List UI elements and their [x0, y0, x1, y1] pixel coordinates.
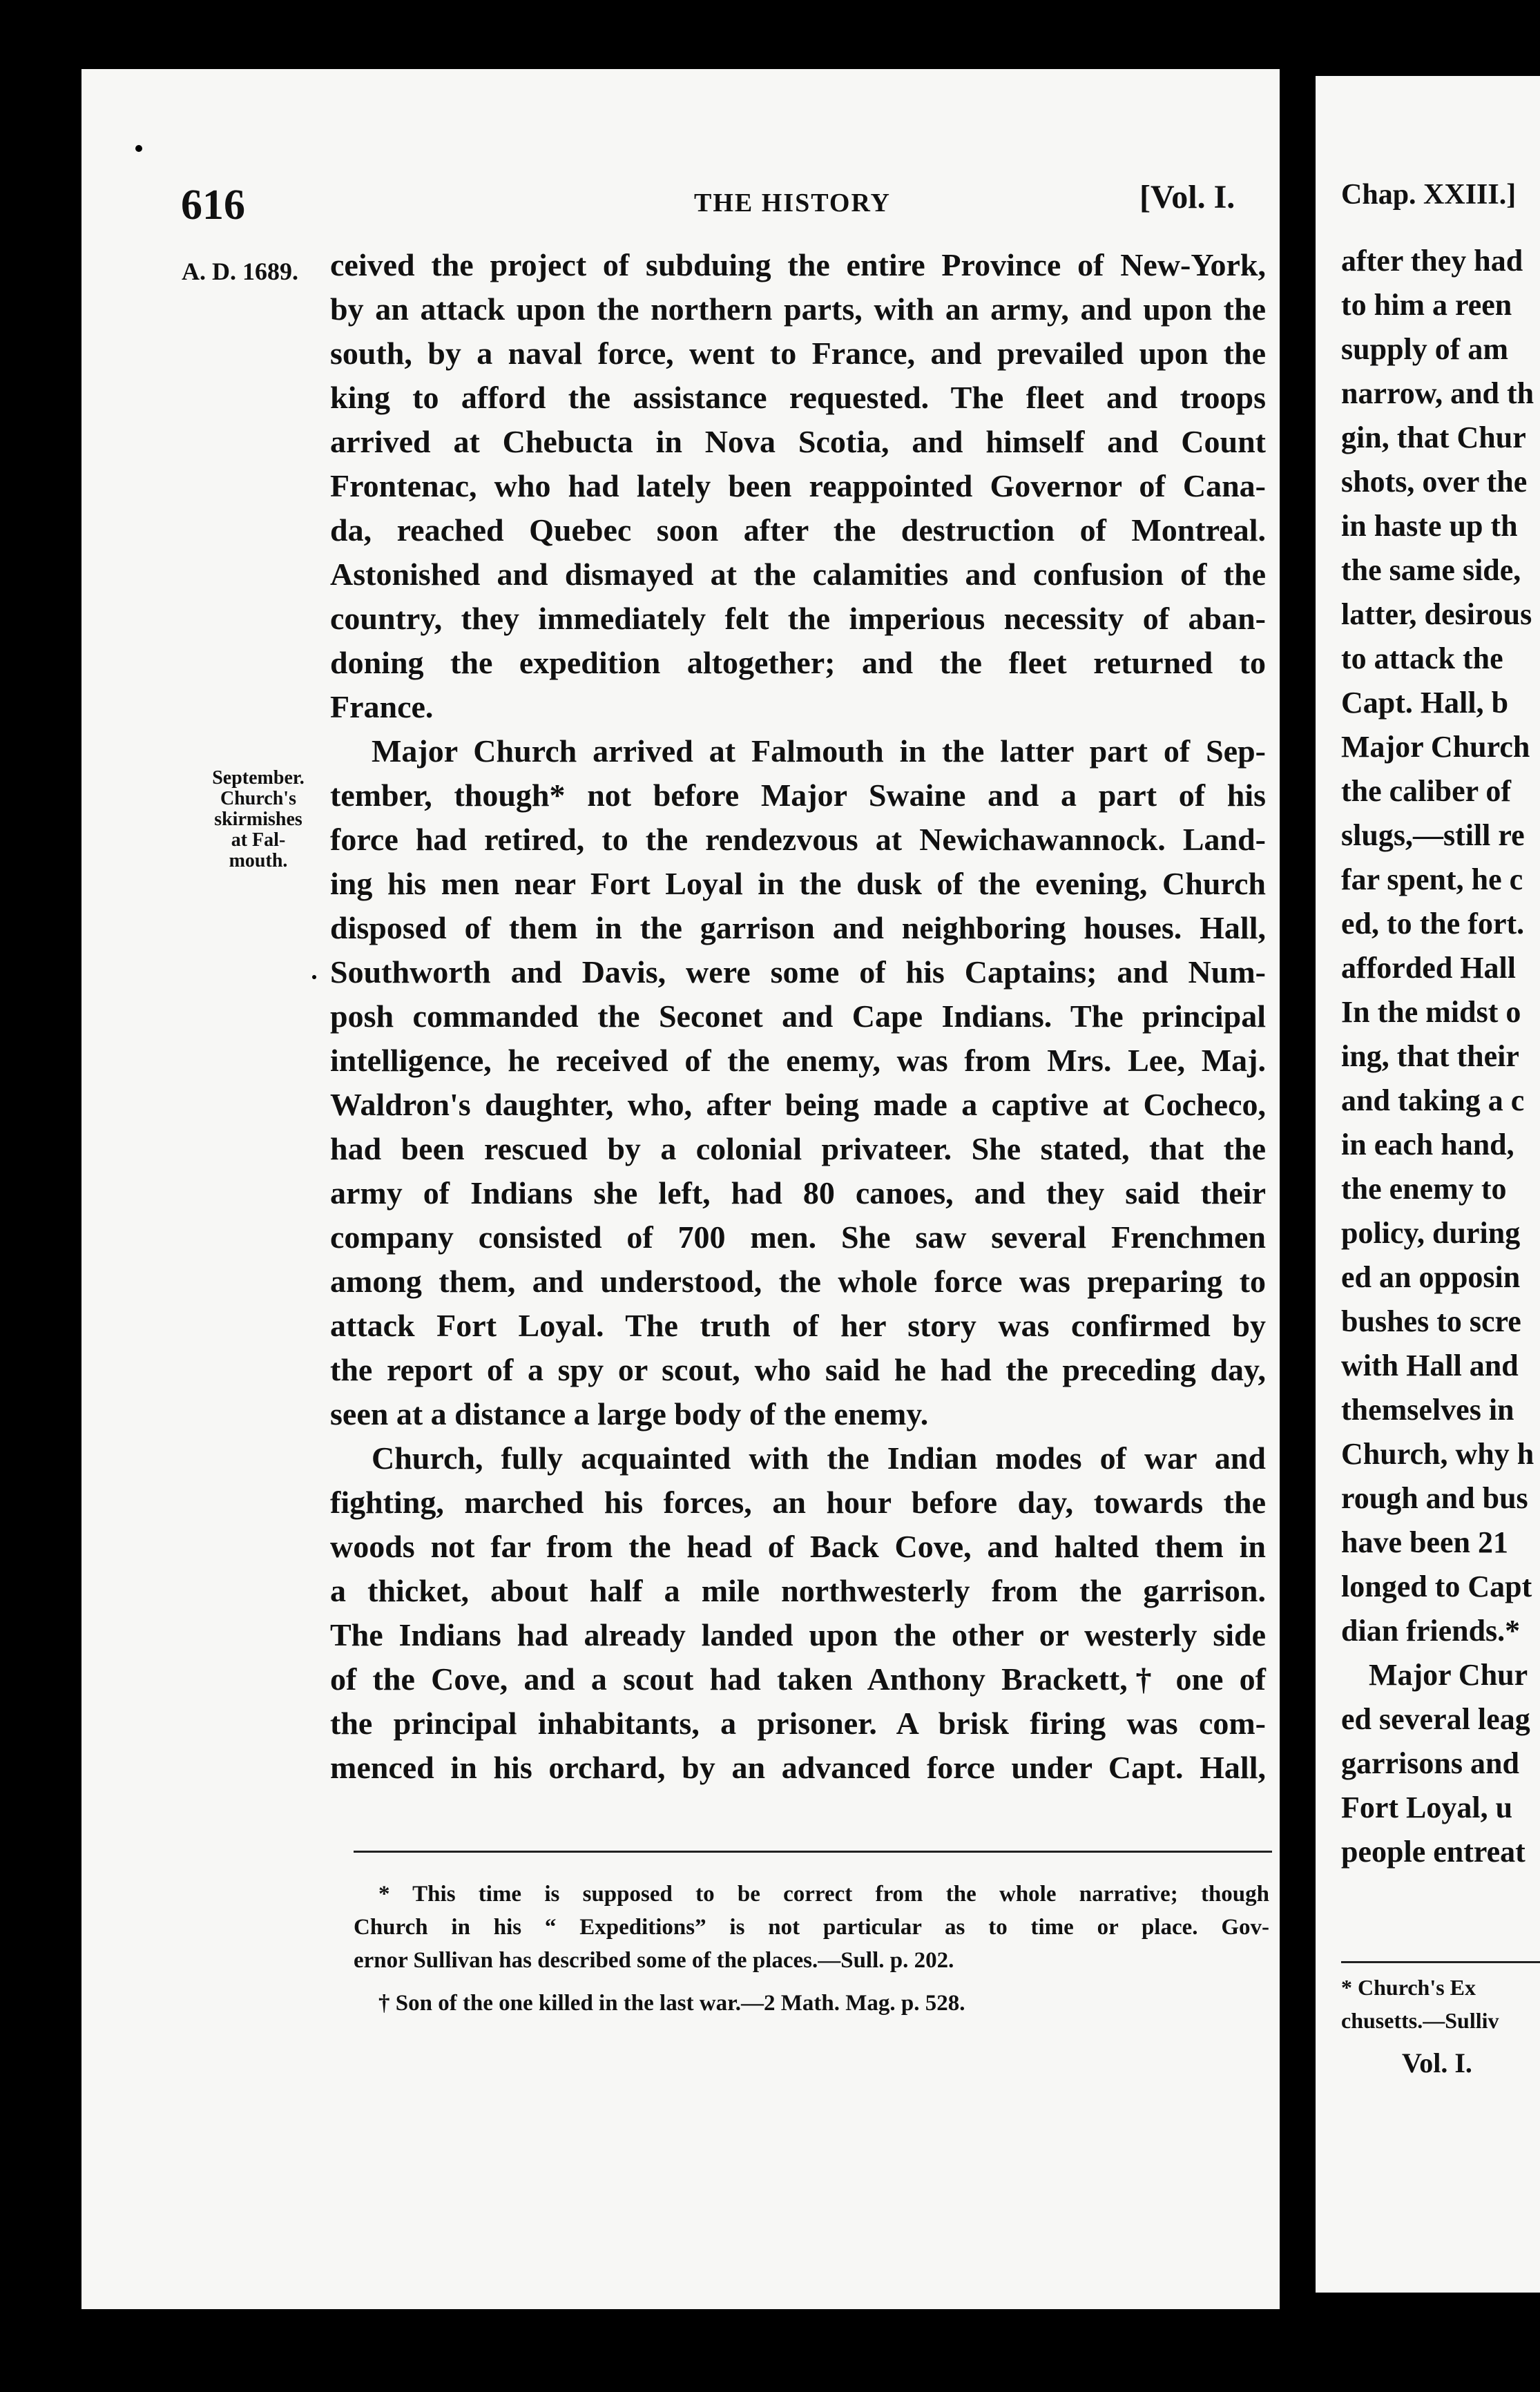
- footnote-line: † Son of the one killed in the last war.—2 Math. Mag. p. 528.: [378, 1991, 965, 2016]
- right-body-line: far spent, he c: [1341, 862, 1523, 896]
- right-body-line: narrow, and th: [1341, 376, 1534, 410]
- year-marker: A. D. 1689.: [182, 258, 298, 285]
- right-body-line: In the midst o: [1341, 995, 1521, 1029]
- body-line: France.: [330, 689, 434, 724]
- right-body-line: people entreat: [1341, 1835, 1525, 1869]
- body-line: among them, and understood, the whole force was preparing to: [330, 1264, 1266, 1299]
- body-line: Southworth and Davis, were some of his Captains; and Num-: [330, 954, 1266, 990]
- right-body-line: ed an opposin: [1341, 1260, 1521, 1294]
- footnote-line: ernor Sullivan has described some of the places.—Sull. p. 202.: [354, 1948, 954, 1973]
- right-body-line: slugs,—still re: [1341, 818, 1525, 852]
- volume-head: [Vol. I.: [1139, 179, 1235, 215]
- body-line: woods not far from the head of Back Cove, and halted them in: [330, 1529, 1266, 1564]
- margin-note-line: skirmishes: [214, 809, 302, 830]
- right-body-line: bushes to scre: [1341, 1304, 1521, 1338]
- body-line: disposed of them in the garrison and neighboring houses. Hall,: [330, 910, 1266, 945]
- signature-mark: Vol. I.: [1402, 2047, 1472, 2078]
- right-body-line: in each hand,: [1341, 1128, 1514, 1161]
- body-line: intelligence, he received of the enemy, was from Mrs. Lee, Maj.: [330, 1043, 1266, 1078]
- right-body-line: ing, that their: [1341, 1039, 1519, 1073]
- body-line: a thicket, about half a mile northwesterly from the garrison.: [330, 1573, 1266, 1608]
- right-body-line: after they had: [1341, 244, 1523, 278]
- right-body-line: Major Chur: [1369, 1658, 1528, 1692]
- footnote-line: * This time is supposed to be correct from the whole narrative; though: [378, 1882, 1269, 1907]
- right-body-line: Fort Loyal, u: [1341, 1791, 1513, 1824]
- right-body-line: to him a reen: [1341, 288, 1512, 322]
- right-body-line: longed to Capt: [1341, 1570, 1532, 1603]
- body-line: country, they immediately felt the imperious necessity of aban-: [330, 601, 1266, 636]
- right-body-line: supply of am: [1341, 332, 1509, 366]
- body-line: Church, fully acquainted with the Indian modes of war and: [372, 1440, 1266, 1476]
- right-body-line: latter, desirous: [1341, 597, 1532, 631]
- right-body-line: gin, that Chur: [1341, 421, 1526, 454]
- margin-note-line: at Fal-: [231, 829, 286, 851]
- right-body-line: Capt. Hall, b: [1341, 686, 1509, 720]
- right-body-line: rough and bus: [1341, 1481, 1528, 1515]
- page-number: 616: [181, 182, 245, 229]
- body-line: company consisted of 700 men. She saw several Frenchmen: [330, 1219, 1266, 1255]
- right-body-line: with Hall and: [1341, 1349, 1519, 1382]
- body-line: Waldron's daughter, who, after being made a captive at Cocheco,: [330, 1087, 1266, 1122]
- margin-note: [196, 768, 320, 871]
- margin-note-line: Church's: [220, 788, 296, 809]
- body-line: south, by a naval force, went to France, and prevailed upon the: [330, 336, 1266, 371]
- right-footnote-line: * Church's Ex: [1341, 1975, 1476, 2000]
- body-line: the principal inhabitants, a prisoner. A brisk firing was com-: [330, 1706, 1266, 1741]
- chapter-head: Chap. XXIII.]: [1341, 179, 1517, 211]
- right-body-line: garrisons and: [1341, 1746, 1519, 1780]
- right-body-line: the enemy to: [1341, 1172, 1507, 1206]
- body-line: of the Cove, and a scout had taken Anthony Brackett,† one of: [330, 1661, 1266, 1697]
- body-line: ceived the project of subduing the entire Province of New-York,: [330, 247, 1266, 282]
- right-body-line: ed several leag: [1341, 1702, 1530, 1736]
- body-line: da, reached Quebec soon after the destruction of Montreal.: [330, 512, 1266, 548]
- body-line: menced in his orchard, by an advanced force under Capt. Hall,: [330, 1750, 1266, 1785]
- body-line: tember, though* not before Major Swaine and a part of his: [330, 778, 1266, 813]
- right-footnote-line: chusetts.—Sulliv: [1341, 2008, 1499, 2033]
- body-line: king to afford the assistance requested. The fleet and troops: [330, 380, 1266, 415]
- right-body-line: have been 21: [1341, 1525, 1508, 1559]
- body-line: by an attack upon the northern parts, with an army, and upon the: [330, 291, 1266, 327]
- body-line: Major Church arrived at Falmouth in the latter part of Sep-: [372, 733, 1266, 769]
- body-line: Frontenac, who had lately been reappointed Governor of Cana-: [330, 468, 1266, 503]
- body-line: force had retired, to the rendezvous at Newichawannock. Land-: [330, 822, 1266, 857]
- right-body-line: to attack the: [1341, 642, 1503, 675]
- margin-note-line: September.: [212, 767, 305, 789]
- right-body-line: in haste up th: [1341, 509, 1518, 543]
- right-body-line: afforded Hall: [1341, 951, 1516, 985]
- right-body-line: policy, during: [1341, 1216, 1521, 1250]
- right-body-line: dian friends.*: [1341, 1614, 1521, 1648]
- body-line: attack Fort Loyal. The truth of her story was confirmed by: [330, 1308, 1266, 1343]
- right-body-line: themselves in: [1341, 1393, 1514, 1427]
- right-body-line: ed, to the fort.: [1341, 907, 1525, 941]
- body-line: had been rescued by a colonial privateer. She stated, that the: [330, 1131, 1266, 1166]
- right-body-line: shots, over the: [1341, 465, 1528, 499]
- right-body-line: the same side,: [1341, 553, 1521, 587]
- running-head: THE HISTORY: [694, 189, 891, 218]
- body-line: army of Indians she left, had 80 canoes, and they said their: [330, 1175, 1266, 1211]
- right-body-line: Major Church: [1341, 730, 1530, 764]
- body-line: The Indians had already landed upon the other or westerly side: [330, 1617, 1266, 1652]
- right-body-line: the caliber of: [1341, 774, 1512, 808]
- body-line: doning the expedition altogether; and the fleet returned to: [330, 645, 1266, 680]
- dust-speck: [312, 975, 316, 979]
- body-line: the report of a spy or scout, who said he had the preceding day,: [330, 1352, 1266, 1387]
- body-line: posh commanded the Seconet and Cape Indians. The principal: [330, 999, 1266, 1034]
- margin-note-line: mouth.: [229, 850, 288, 871]
- body-line: seen at a distance a large body of the enemy.: [330, 1396, 929, 1431]
- body-line: arrived at Chebucta in Nova Scotia, and himself and Count: [330, 424, 1266, 459]
- right-body-line: Church, why h: [1341, 1437, 1534, 1471]
- body-line: Astonished and dismayed at the calamities and confusion of the: [330, 557, 1266, 592]
- footnote-line: Church in his “ Expeditions” is not particular as to time or place. Gov-: [354, 1915, 1269, 1940]
- right-footnote-rule: [1341, 1961, 1540, 1963]
- footnote-rule: [354, 1851, 1272, 1853]
- body-line: ing his men near Fort Loyal in the dusk of the evening, Church: [330, 866, 1266, 901]
- dust-speck: [135, 145, 142, 152]
- body-line: fighting, marched his forces, an hour before day, towards the: [330, 1485, 1266, 1520]
- right-body-line: and taking a c: [1341, 1083, 1525, 1117]
